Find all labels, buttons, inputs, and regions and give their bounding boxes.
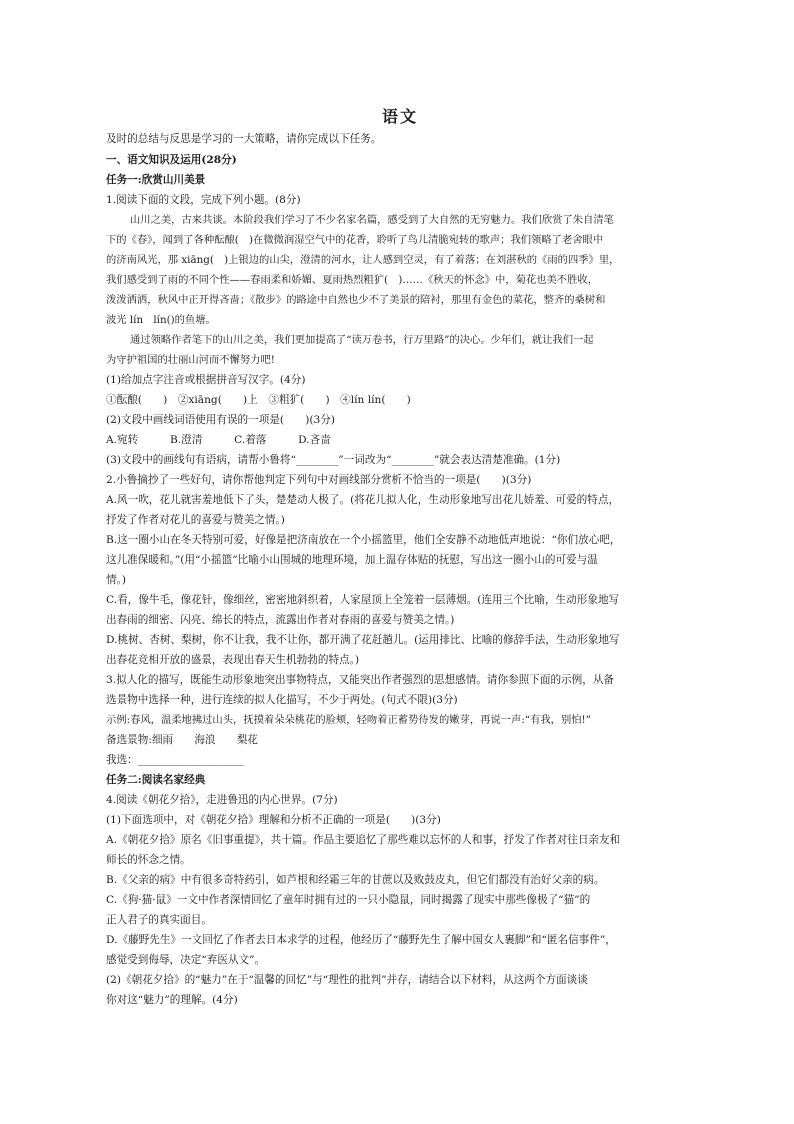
- text-line: (2)文段中画线词语使用有误的一项是( )(3分): [106, 414, 335, 426]
- text-line: C.《狗·猫·鼠》一文中作者深情回忆了童年时拥有过的一只小隐鼠，同时揭露了现实中那些像极了“猫”的: [106, 894, 591, 906]
- text-line: 这儿准保暖和。”(用“小摇篮”比喻小山围城的地理环境，加上温存体贴的抚慰，写出这一圈小山的可爱与温: [106, 554, 598, 566]
- text-line: 通过领略作者笔下的山川之美，我们更加提高了“读万卷书，行万里路”的决心。少年们，就让我们一起: [130, 334, 594, 346]
- text-line: 4.阅读《朝花夕拾》，走进鲁迅的内心世界。(7分): [106, 794, 338, 806]
- text-line: 的济南风光，那 xiāng( )上银边的山尖，澄清的河水，让人感到空灵，有了着落；在刘湛秋的《雨的四季》里，: [106, 254, 620, 266]
- text-line: (2)《朝花夕拾》的“魅力”在于“温馨的回忆”与“理性的批判”并存，请结合以下材料，从这两个方面谈谈: [106, 974, 588, 986]
- page-title: 语文: [381, 107, 418, 126]
- text-line: 情。): [106, 574, 127, 586]
- text-line: (3)文段中的画线句有语病，请帮小鲁将“________”一词改为“________”就会表达清楚准确。(1分): [106, 454, 561, 466]
- text-line: 出春花竞相开放的盛景，表现出春天生机勃勃的特点。): [106, 654, 360, 666]
- text-line: 抒发了作者对花儿的喜爱与赞美之情。): [106, 514, 285, 526]
- text-line: 选景物中选择一种，进行连续的拟人化描写，不少于两处。(句式不限)(3分): [106, 694, 458, 706]
- text-line: D.《藤野先生》一文回忆了作者去日本求学的过程，他经历了“藤野先生了解中国女人裹脚”和“匿名信事件”，: [106, 934, 616, 946]
- text-line: 我选：____________________: [106, 754, 244, 766]
- text-line: 波光 lín lín()的鱼塘。: [106, 314, 216, 326]
- text-line: 1.阅读下面的文段，完成下列小题。(8分): [106, 194, 301, 206]
- text-line: 任务一:欣赏山川美景: [106, 174, 206, 186]
- text-line: 3.拟人化的描写，既能生动形象地突出事物特点，又能突出作者强烈的思想感情。请你参照下面的示例，从备: [106, 674, 615, 686]
- text-line: 一、语文知识及运用(28分): [106, 154, 237, 166]
- text-line: B.《父亲的病》中有很多奇特药引，如芦根和经霜三年的甘蔗以及败鼓皮丸，但它们都没有治好父亲的病。: [106, 874, 605, 886]
- text-line: 下的《春》，闻到了各种酝酿( )在微微润湿空气中的花香，聆听了鸟儿清脆宛转的歌声；我们领略了老舍眼中: [106, 234, 604, 246]
- text-line: (1)下面选项中，对《朝花夕拾》理解和分析不正确的一项是( )(3分): [106, 814, 441, 826]
- text-line: 泼泼洒洒，秋风中正开得吝啬；《散步》的路途中自然也少不了美景的陪衬，那里有金色的菜花，整齐的桑树和: [106, 294, 606, 306]
- text-line: 出春雨的细密、闪亮、绵长的特点，流露出作者对春雨的喜爱与赞美之情。): [106, 614, 455, 626]
- text-line: A.风一吹，花儿就害羞地低下了头，楚楚动人极了。(将花儿拟人化，生动形象地写出花儿娇羞、可爱的特点，: [106, 494, 620, 506]
- text-line: A.《朝花夕拾》原名《旧事重提》，共十篇。作品主要追忆了那些难以忘怀的人和事，抒发了作者对往日亲友和: [106, 834, 621, 846]
- text-line: 备选景物:细雨 海浪 梨花: [106, 734, 258, 746]
- text-line: 示例:春风，温柔地拂过山头，抚摸着朵朵桃花的脸颊，轻吻着正蓄势待发的嫩芽，再说一声:“有我，别怕!”: [106, 714, 591, 726]
- text-line: 正人君子的真实面目。: [106, 914, 212, 926]
- text-line: 我们感受到了雨的不同个性——春雨柔和娇媚、夏雨热烈粗犷( )……《秋天的怀念》中，菊花也美不胜收，: [106, 274, 598, 286]
- text-line: 感觉受到侮辱，决定“弃医从文”。: [106, 954, 266, 966]
- text-line: 山川之美，古来共谈。本阶段我们学习了不少名家名篇，感受到了大自然的无穷魅力。我们欣赏了朱自清笔: [130, 214, 614, 226]
- text-line: 任务二:阅读名家经典: [106, 774, 206, 786]
- text-line: D.桃树、杏树、梨树，你不让我，我不让你，都开满了花赶趟儿。(运用排比、比喻的修辞手法，生动形象地写: [106, 634, 620, 646]
- text-line: (1)给加点字注音或根据拼音写汉字。(4分): [106, 374, 306, 386]
- text-line: A.宛转 B.澄清 C.着落 D.吝啬: [106, 434, 331, 446]
- text-line: B.这一圈小山在冬天特别可爱，好像是把济南放在一个小摇篮里，他们全安静不动地低声地说：“你们放心吧，: [106, 534, 621, 546]
- text-line: 为守护祖国的壮丽山河而不懈努力吧!: [106, 354, 275, 366]
- text-line: 师长的怀念之情。: [106, 854, 191, 866]
- text-line: ①酝酿( ) ②xiāng( )上 ③粗犷( ) ④lín lín( ): [106, 394, 411, 406]
- text-line: 你对这“魅力”的理解。(4分): [106, 994, 238, 1006]
- text-line: 2.小鲁摘抄了一些好句，请你帮他判定下列句中对画线部分赏析不恰当的一项是( )(3分): [106, 474, 532, 486]
- text-line: 及时的总结与反思是学习的一大策略，请你完成以下任务。: [106, 133, 382, 145]
- text-line: C.看，像牛毛，像花针，像细丝，密密地斜织着，人家屋顶上全笼着一层薄烟。(连用三个比喻，生动形象地写: [106, 594, 620, 606]
